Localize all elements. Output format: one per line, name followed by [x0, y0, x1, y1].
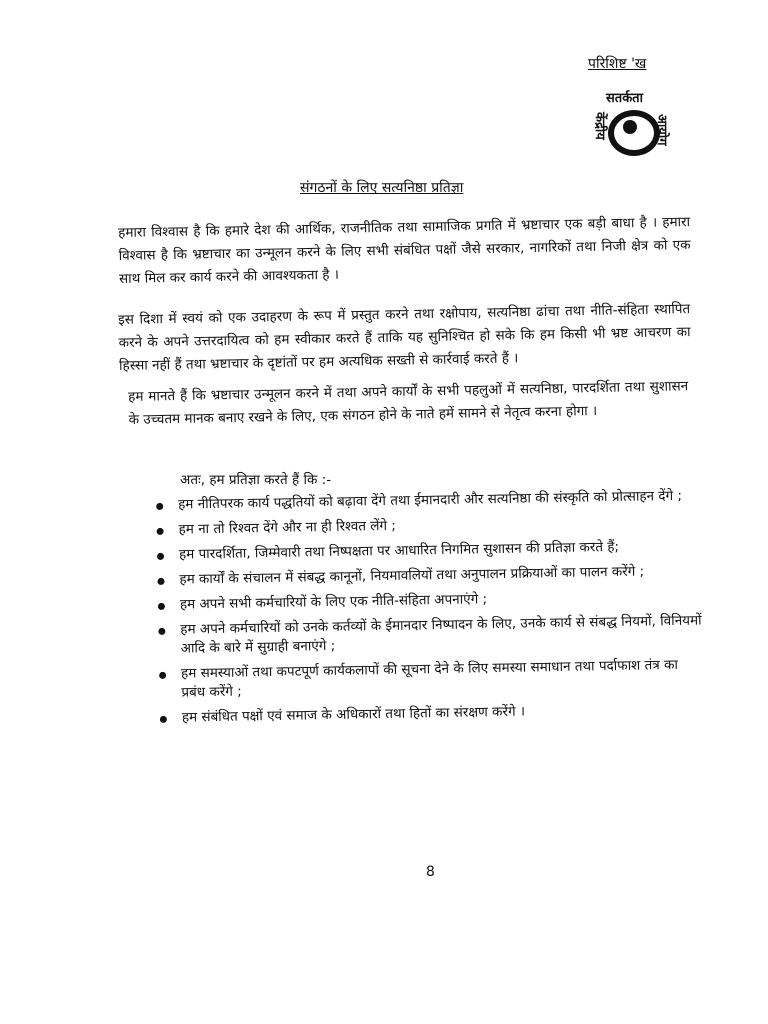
eye-pupil — [623, 120, 637, 134]
pledge-item — [158, 611, 704, 659]
paragraph-1: हमारा विश्वास है कि हमारे देश की आर्थिक, राजनीतिक तथा सामाजिक प्रगति में भ्रष्टाचार एक बड़ी बाधा है । हमारा विश्वास है कि भ्रष्टाचार का उन्मूलन करने के लिए सभी संबंधित पक्षों जैसे सरकार, नागरिकों तथा निजी क्षेत्र को एक साथ मिल कर कार्य करने की आवश्यकता है । — [118, 213, 691, 287]
pledge-text: हम अपने सभी कर्मचारियों के लिए एक नीति-संहिता अपनाएंगे ; — [179, 591, 488, 613]
bullet-icon — [157, 578, 164, 585]
pledge-item — [157, 536, 702, 565]
pledge-text: हम नीतिपरक कार्य पद्धतियों को बढ़ावा देंगे तथा ईमानदारी और सत्यनिष्ठा की संस्कृति को प्रोत्साहन देंगे ; — [178, 487, 683, 513]
pledge-text: हम पारदर्शिता, जिम्मेवारी तथा निष्पक्षता पर आधारित निगमित सुशासन की प्रतिज्ञा करते हैं; — [178, 538, 620, 563]
pledge-lead: अतः, हम प्रतिज्ञा करते हैं कि :- — [180, 472, 332, 488]
pledge-item — [156, 511, 701, 540]
bullet-icon — [156, 503, 163, 510]
page-number: 8 — [426, 864, 435, 880]
bullet-icon — [158, 603, 165, 610]
pledge-text: हम कार्यों के संचालन में संबद्ध कानूनों, नियमावलियों तथा अनुपालन प्रक्रियाओं का पालन करेंगे ; — [179, 563, 645, 588]
pledge-item — [159, 655, 705, 703]
bullet-icon — [160, 716, 167, 723]
pledge-list — [156, 486, 705, 733]
pledge-item — [156, 486, 701, 515]
logo-text-top: सतर्कता — [606, 91, 643, 106]
bullet-icon — [157, 528, 164, 535]
pledge-item — [160, 699, 705, 728]
paragraph-2: इस दिशा में स्वयं को एक उदाहरण के रूप में प्रस्तुत करने तथा रक्षोपाय, सत्यनिष्ठा ढांचा तथा नीति-संहिता स्थापित करने के अपने उत्तरदायित्व को हम स्वीकार करते हैं ताकि यह सुनिश्चित हो सके कि हम किसी भी भ्रष्ट आचरण का हिस्सा नहीं हैं तथा भ्रष्टाचार के दृष्टांतों पर हम अत्यधिक सख्ती से कार्रवाई करते हैं । — [118, 300, 691, 374]
bullet-icon — [158, 628, 165, 635]
page-title: संगठनों के लिए सत्यनिष्ठा प्रतिज्ञा — [300, 180, 464, 196]
pledge-item — [158, 586, 703, 615]
bullet-icon — [159, 672, 166, 679]
pledge-text: हम अपने कर्मचारियों को उनके कर्तव्यों के ईमानदार निष्पादन के लिए, उनके कार्य से संबद्ध नियमों, विनियमों आदि के बारे में सुग्राही बनाएंगे ; — [180, 612, 702, 657]
pledge-text: हम समस्याओं तथा कपटपूर्ण कार्यकलापों की सूचना देने के लिए समस्या समाधान तथा पर्दाफाश तंत्र का प्रबंध करेंगे ; — [180, 656, 679, 701]
annex-label: परिशिष्ट 'ख — [588, 56, 647, 72]
pledge-text: हम ना तो रिश्वत देंगे और ना ही रिश्वत लेंगे ; — [178, 517, 397, 538]
pledge-text: हम संबंधित पक्षों एवं समाज के अधिकारों तथा हितों का संरक्षण करेंगे । — [181, 703, 526, 726]
bullet-icon — [157, 553, 164, 560]
pledge-item — [157, 561, 702, 590]
logo-text-right: आयोग — [654, 114, 669, 146]
cvc-logo — [590, 88, 676, 174]
logo-text-left: केंद्रीय — [592, 112, 607, 140]
paragraph-3: हम मानते हैं कि भ्रष्टाचार उन्मूलन करने में तथा अपने कार्यों के सभी पहलुओं में सत्यनिष्ठा, पारदर्शिता तथा सुशासन के उच्चतम मानक बनाए रखने के लिए, एक संगठन होने के नाते हमें सामने से नेतृत्व करना होगा । — [128, 377, 689, 428]
